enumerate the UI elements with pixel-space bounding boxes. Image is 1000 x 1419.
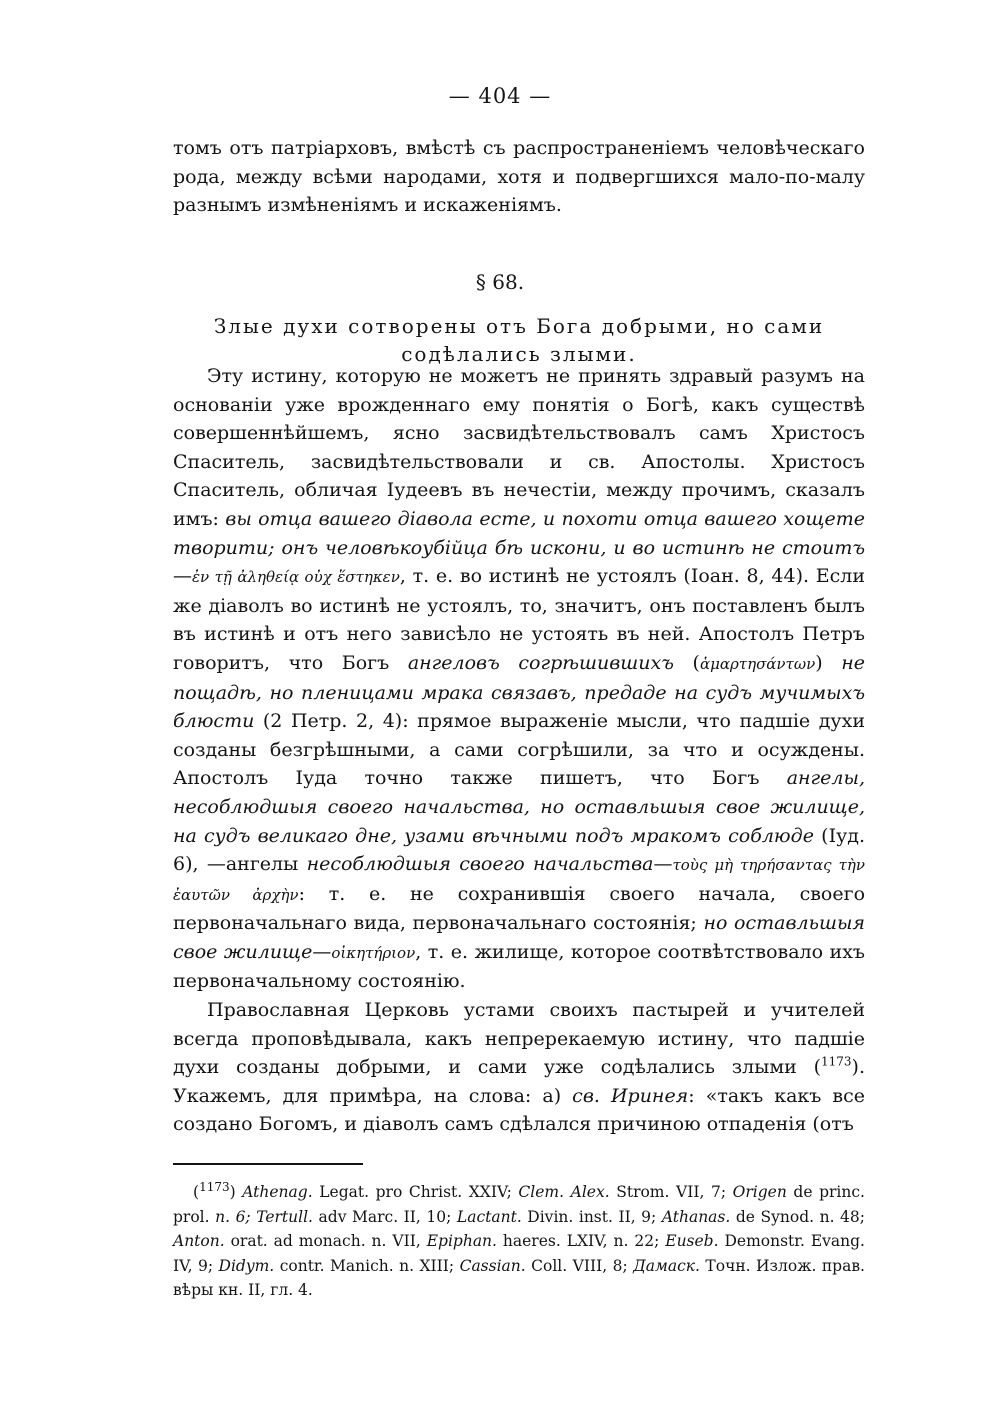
source-text: de Synod. n. 48;	[730, 1207, 866, 1226]
text-run: , т. е. во истинѣ не устоялъ (Іоан. 8, 44). Если же діаволъ во истинѣ не устоялъ, то, значитъ, онъ поставленъ былъ въ истинѣ и отъ него зависѣло не устоять въ ней. Апостолъ Петръ говоритъ, что Богъ	[173, 565, 866, 674]
scripture-quote: не пощадѣ, но пленицами мрака связавъ, предаде на судъ мучимыхъ блюсти	[173, 651, 866, 733]
source-author: Дамаск.	[633, 1256, 700, 1275]
greek-quote: τοὺς μὴ τηρήσαντας τὴν ἑαυτῶν ἀρχὴν	[173, 856, 865, 904]
source-author: Lactant.	[456, 1207, 522, 1226]
source-author: Epiphan.	[426, 1232, 497, 1250]
source-author: Anton.	[173, 1232, 225, 1250]
source-text: Divin. inst. II, 9;	[521, 1207, 662, 1226]
scripture-quote: вы отца вашего діавола есте, и похоти отца вашего хощете творити; онъ человѣкоубійца бѣ искони, и во истинѣ не стоитъ	[173, 507, 865, 559]
source-author: n. 6; Tertull.	[215, 1207, 313, 1226]
source-text: Strom. VII, 7;	[609, 1183, 733, 1201]
footnote-reference[interactable]: 1173	[821, 1054, 852, 1069]
source-author: Clem. Alex.	[518, 1183, 610, 1201]
source-author: Origen	[732, 1183, 787, 1201]
paragraph-2	[173, 996, 865, 1139]
source-text: de princ. prol.	[173, 1183, 865, 1226]
intro-paragraph-block	[173, 134, 865, 220]
text-run: —	[312, 940, 332, 963]
section-title: Злые духи сотворены отъ Бога добрыми, но сами содѣлались злыми.	[213, 314, 825, 366]
scripture-quote: ангеловъ согрѣшившихъ	[407, 651, 674, 674]
source-text: Demonstr. Evang. IV, 9;	[173, 1232, 865, 1275]
intro-paragraph: томъ отъ патріарховъ, вмѣстѣ съ распространеніемъ человѣческаго рода, между всѣми народами, хотя и подвергшихся мало-по-малу разнымъ измѣненіямъ и искаженіямъ.	[173, 137, 865, 217]
source-text: orat. ad monach. n. VII,	[224, 1232, 427, 1250]
main-text	[173, 362, 865, 1139]
source-text: Legat. pro Christ. XXIV;	[312, 1183, 519, 1201]
text-run: : т. е. не сохранившія своего начала, своего первоначальнаго вида, первоначальнаго состоянія;	[173, 882, 866, 935]
scripture-quote: но оставльшыя свое жилище	[173, 912, 865, 963]
text-run: —	[653, 853, 673, 876]
source-text: Точн. Излож. прав. вѣры кн. II, гл. 4.	[173, 1256, 865, 1299]
source-text: contr. Manich. n. XIII;	[274, 1256, 460, 1275]
greek-quote: ἁμαρτησάντων	[699, 654, 816, 673]
text-run: —	[173, 565, 192, 588]
scripture-quote: несоблюдшыя своего начальства	[306, 853, 654, 876]
page-number: — 404 —	[448, 84, 552, 108]
text-run: Эту истину, которую не можетъ не принять здравый разумъ на основаніи уже врожденнаго ему понятія о Богѣ, какъ существѣ совершеннѣйшемъ, ясно засвидѣтельствовалъ самъ Христосъ Спаситель, засвидѣтельствовали и св. Апостолы. Христосъ Спаситель, обличая Іудеевъ въ нечестіи, между прочимъ, сказалъ имъ:	[173, 365, 865, 530]
greek-quote: ἐν τῇ ἀληθείᾳ οὐχ ἕστηκεν	[192, 568, 400, 587]
section-number: § 68.	[475, 270, 525, 294]
text-run: (2 Петр. 2, 4): прямое выраженіе мысли, что падшіе духи созданы безгрѣшными, а сами согрѣшили, за что и осуждены. Апостолъ Іуда точно также пишетъ, что Богъ	[173, 710, 865, 790]
source-author: Cassian.	[459, 1256, 526, 1275]
text-run: (Іуд. 6), —ангелы	[173, 824, 865, 876]
source-author: Didym.	[218, 1256, 275, 1275]
source-text: adv Marc. II, 10;	[312, 1207, 457, 1226]
text-run: Православная Церковь устами своихъ пастырей и учителей всегда проповѣдывала, какъ непререкаемую истину, что падшіе духи созданы добрыми, и сами уже содѣлались злыми (	[173, 999, 865, 1079]
text-run: : «такъ какъ все создано Богомъ, и діаволъ самъ сдѣлался причиною отпаденія (отъ	[173, 1084, 865, 1136]
footnote-mark: 1173	[199, 1179, 230, 1194]
source-author: Euseb.	[665, 1232, 719, 1250]
source-text: haeres. LXIV, n. 22;	[496, 1232, 666, 1250]
text-run: (	[673, 651, 700, 674]
text-run: ). Укажемъ, для примѣра, на слова: а)	[173, 1056, 865, 1107]
footnote-divider	[173, 1163, 363, 1165]
text-run: , т. е. жилище, которое соотвѣтствовало ихъ первоначальному состоянію.	[173, 940, 866, 993]
source-author: Athanas.	[661, 1207, 731, 1226]
footnote: ($^{1173}$) Athenag. Legat. pro Christ. XXIV; Clem. Alex. Strom. VII, 7; Origen de princ. prol. n. 6; Tertull. adv Marc. II, 10; Lactant. Divin. inst. II, 9; Athanas. de Synod. n. 48; Anton. orat. ad monach. n. VII, Epiphan. haeres. LXIV, n. 22; Euseb. Demonstr. Evang. IV, 9; Didym. contr. Manich. n. XIII; Cassian. Coll. VIII, 8; Дамаск. Точн. Излож. прав. вѣры кн. II, гл. 4.	[173, 1179, 866, 1299]
author-name: св. Иринея	[572, 1084, 689, 1107]
greek-quote: οἰκητήριον	[331, 943, 416, 962]
text-run: )	[815, 651, 842, 674]
paragraph-1	[173, 362, 865, 996]
source-author: Athenag.	[242, 1183, 313, 1201]
scripture-quote: ангелы, несоблюдшыя своего начальства, но оставльшыя свое жилище, на судъ великаго дне, узами вѣчными подъ мракомъ соблюде	[173, 767, 865, 847]
source-text: Coll. VIII, 8;	[525, 1256, 634, 1275]
